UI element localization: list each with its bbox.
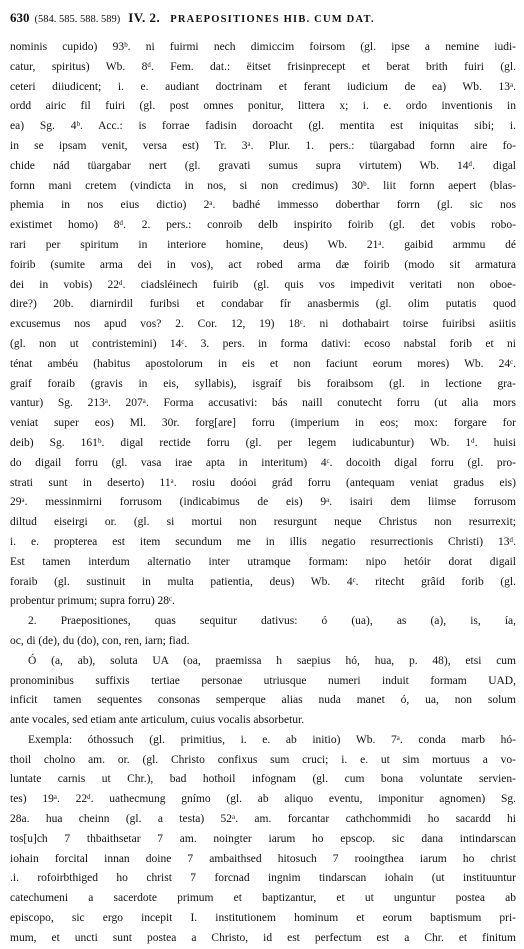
text-line: pronominibus suffixis tertiae personae utriusque numeri induit formam UAD,: [10, 674, 516, 687]
text-line: strati sunt in deserto) 11ᵃ. rosiu doóoi grád forru (antequam veniat gradus eis): [10, 476, 516, 489]
text-line: deib) Sg. 161ᵇ. digal rectide forru (gl. per legem iudicabuntur) Wb. 1ᵈ. huisi: [10, 436, 516, 449]
text-line: veniat super eos) Ml. 30r. forg[are] forru (imperium in eos; mox: forgare for: [10, 417, 516, 430]
text-line: ténat ambéu (habitus apostolorum in eis et non faciunt eorum mores) Wb. 24ᶜ.: [10, 357, 516, 370]
text-line: do digail forru (gl. vasa irae apta in interitum) 4ᶜ. docoith digal forru (gl. pro-: [10, 456, 516, 469]
body-text: [10, 38, 516, 949]
section-number: IV. 2.: [128, 10, 161, 25]
text-line: in se ipsam venit, versa est) Tr. 3ᵃ. Plur. 1. pers.: tüargabad fornn aire fo-: [10, 139, 516, 152]
text-line: foirib (sumite arma dei in vos), act robed arma dæ foirib (modo sit armatura: [10, 258, 516, 271]
text-line: episcopo, sic ergo incepit I. institutionem hominum et eorum baptismum pri-: [10, 912, 516, 925]
text-line: luntate carnis ut Chr.), bad hothoil infognam (gl. cum bona voluntate servien-: [10, 773, 516, 786]
text-line: excusemus nos apud vos? 2. Cor. 12, 19) 18ᶜ. ni dothabairt toirse fuiribsi asiitis: [10, 318, 516, 331]
text-line: (gl. non ut contristemini) 14ᶜ. 3. pers. in forma dativi: ecoso nabstal forib et ni: [10, 337, 516, 350]
text-line: foraib (gl. sustinuit in multa patientia, deus) Wb. 4ᶜ. ritecht grâid forib (gl.: [10, 575, 516, 588]
text-line: ordd airic fil fuiri (gl. post omnes ponitur, littera x; i. e. ordo inventionis in: [10, 100, 516, 113]
text-line: nominis cupido) 93ᵇ. ni fuirmi nech dimiccim foirsom (gl. ipse a nemine iudi-: [10, 41, 516, 53]
text-line: thoil cholno am. or. (gl. Christo confixus sum cruci; i. e. ut sim mortuus a vo-: [10, 753, 516, 766]
page-number: 630: [10, 10, 30, 25]
text-line: probentur primum; supra forru) 28ᶜ.: [10, 595, 175, 608]
text-line: tos[u]ch 7 thbaithsetar 7 am. noingter iarum ho epscop. sic dana intindarscan: [10, 832, 516, 845]
text-line: .i. rofoirbthiged ho christ 7 forcnad ingnim tindarscan iohain (ut instituuntur: [10, 872, 516, 885]
paragraph-references: (584. 585. 588. 589): [34, 14, 121, 25]
text-line: oc, di (de), du (do), con, ren, iarn; fiad.: [10, 634, 190, 647]
text-line: tes) 19ᵃ. 22ᵈ. uathecmung gnímo (gl. ab aliquo eventu, imponitur agnomen) Sg.: [10, 793, 516, 806]
text-line: chide nád tüargabar nert (gl. gravati sumus supra virtutem) Wb. 14ᵈ. digal: [10, 159, 516, 172]
text-line: iohain forcital innan doine 7 ambaithsed hitosuch 7 rooingthea iarum ho christ: [10, 852, 516, 865]
text-line: rari per spiritum in interiore homine, deus) Wb. 21ᵃ. gaibid armmu dé: [10, 238, 516, 251]
text-line: ante vocales, sed etiam ante articulum, cuius vocalis absorbetur.: [10, 714, 305, 727]
text-line: Ó (a, ab), soluta UA (oa, praemissa h saepius hó, hua, p. 48), etsi cum: [28, 654, 516, 667]
text-line: inficit tamen sequentes consonas semperque alias nuda manet ó, ua, non solum: [10, 694, 516, 707]
text-line: 2. Praepositiones, quas sequitur dativus: ó (ua), as (a), is, ía,: [28, 615, 516, 628]
running-title: PRAEPOSITIONES HIB. CUM DAT.: [170, 14, 375, 25]
text-line: catur, spiritus) Wb. 8ᵈ. Fem. dat.: ëitset frisinprecept et berat brith fuiri (gl.: [10, 60, 516, 73]
text-line: Exempla: óthossuch (gl. primitius, i. e. ab initio) Wb. 7ᵃ. conda marb hó-: [28, 733, 516, 746]
text-line: diltud eiseirgi or. (gl. si mortui non resurgunt neque Christus non resurrexit;: [10, 516, 516, 529]
text-line: mum, et uncti sunt postea a Christo, id est perfectum est a Chr. et finitum: [10, 931, 516, 944]
text-line: graif foraib (gravis in eis, syllabis), isgraíf bis foraibsom (gl. in lectione gra-: [10, 377, 516, 390]
text-line: ea) Sg. 4ᵇ. Acc.: is forrae fadisin doroacht (gl. mentita est iniquitas sibi; i.: [10, 120, 516, 133]
text-line: dire?) 20b. diarnirdil furibsi et condabar fír anasbermis (gl. olim putatis quod: [10, 298, 516, 311]
text-line: i. e. propterea est item secundum me in illis negatio resurrectionis Christi) 13ᵈ.: [10, 535, 516, 548]
text-line: fornn mani cretem (vindicta in nos, si non credimus) 30ᵇ. liit fornn aepert (blas-: [10, 179, 516, 192]
text-line: vantur) Sg. 213ᵃ. 207ᵃ. Forma accusativi: bás naill conutecht forru (ut alia mors: [10, 397, 516, 410]
text-line: Est tamen interdum alternatio inter utramque formam: nipo hetóir dorat digail: [10, 555, 516, 568]
running-header: [10, 10, 516, 30]
text-line: catechumeni a sacerdote primum et baptizantur, et ut unguntur postea ab: [10, 892, 516, 905]
text-line: ceteri diiudicent; i. e. audiant doctrinam et ferant iudicium de ea) Wb. 13ᵃ.: [10, 80, 516, 93]
text-line: dei in vobis) 22ᵈ. ciadsléinech fuirib (gl. quis vos impedivit veritati non oboe-: [10, 278, 516, 291]
text-line: existimet homo) 8ᵈ. 2. pers.: conroib delb inspirito foirib (gl. det vobis robo-: [10, 219, 516, 232]
text-line: 28a. hua cheinn (gl. a testa) 52ᵃ. am. forcantar cathchommidi ho sacardd hi: [10, 813, 516, 826]
text-line: phemia in nos eius dictio) 2ᵃ. badhé immesso doberthar forrn (gl. sic nos: [10, 199, 516, 212]
text-line: 29ᵃ. messinmirni forrusom (indicabimus de eis) 9ᵃ. isairi dem liimse forrusom: [10, 496, 516, 509]
